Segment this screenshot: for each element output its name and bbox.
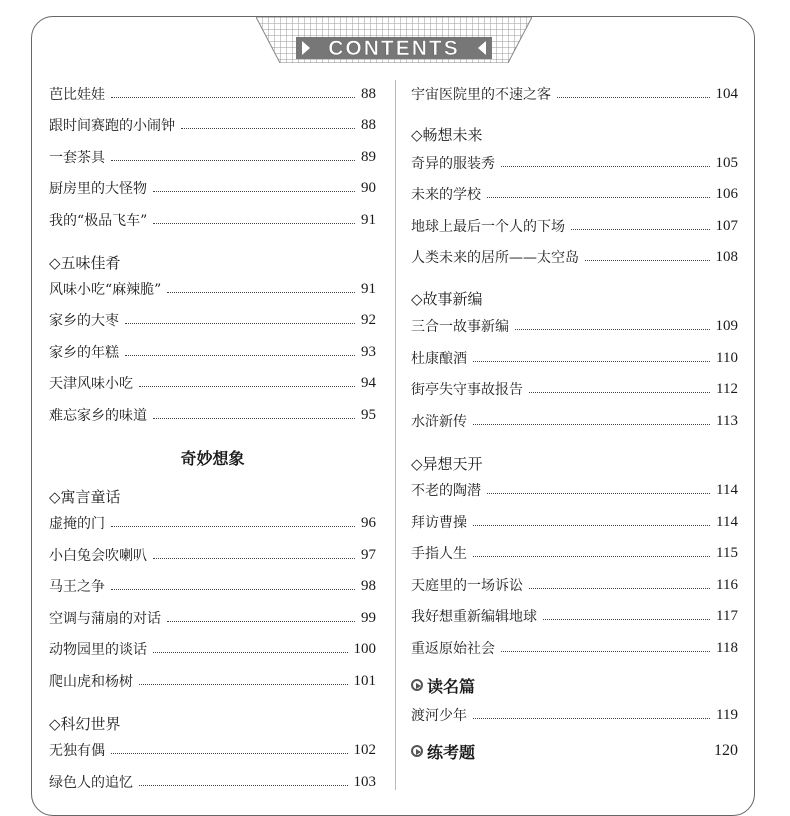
toc-entry-page: 91 (361, 280, 376, 297)
column-divider (395, 80, 396, 790)
toc-entry[interactable] (411, 605, 738, 627)
play-circle-icon (411, 745, 423, 757)
toc-entry-page: 113 (716, 412, 738, 429)
toc-entry-title: 宇宙医院里的不速之客 (411, 87, 551, 103)
toc-entry[interactable] (49, 146, 376, 168)
toc-entry-title: 芭比娃娃 (49, 87, 105, 103)
toc-entry[interactable] (49, 209, 376, 231)
toc-entry-page: 99 (361, 609, 376, 626)
leader-dots (473, 424, 710, 425)
toc-entry-page: 88 (361, 116, 376, 133)
toc-entry-title: 地球上最后一个人的下场 (411, 219, 565, 235)
leader-dots (167, 621, 355, 622)
toc-entry-page: 93 (361, 343, 376, 360)
toc-entry-page: 118 (716, 639, 738, 656)
toc-entry[interactable] (49, 341, 376, 363)
toc-entry-page: 88 (361, 85, 376, 102)
toc-entry-page: 104 (715, 85, 738, 102)
toc-entry-title: 水浒新传 (411, 414, 467, 430)
toc-entry[interactable] (411, 378, 738, 400)
toc-entry-title: 三合一故事新编 (411, 319, 509, 335)
toc-entry-page: 94 (361, 374, 376, 391)
leader-dots (515, 329, 710, 330)
toc-entry-page: 119 (716, 706, 738, 723)
leader-dots (125, 323, 355, 324)
toc-entry-page: 105 (715, 154, 738, 171)
toc-entry-page: 112 (716, 380, 738, 397)
toc-entry-title: 空调与蒲扇的对话 (49, 611, 161, 627)
toc-entry-title: 拜访曹操 (411, 515, 467, 531)
section-heading: ◇异想天开 (411, 454, 483, 473)
section-heading: ◇寓言童话 (49, 487, 121, 506)
toc-entry-title: 重返原始社会 (411, 641, 495, 657)
toc-entry-title: 风味小吃“麻辣脆” (49, 282, 162, 298)
toc-entry-page: 103 (353, 773, 376, 790)
part-heading-read (411, 672, 475, 698)
play-circle-icon (411, 679, 423, 691)
leader-dots (111, 753, 348, 754)
toc-entry[interactable] (49, 177, 376, 199)
toc-entry-page: 101 (353, 672, 376, 689)
leader-dots (585, 260, 710, 261)
contents-banner-text: CONTENTS (328, 37, 460, 60)
leader-dots (473, 361, 710, 362)
toc-entry[interactable] (411, 574, 738, 596)
leader-dots (153, 191, 355, 192)
part-heading-text: 读名篇 (427, 676, 476, 696)
toc-entry-page: 106 (715, 185, 738, 202)
toc-entry-page: 100 (353, 640, 376, 657)
toc-entry[interactable] (49, 83, 376, 105)
toc-entry-title: 手指人生 (411, 546, 467, 562)
toc-entry-title: 天庭里的一场诉讼 (411, 578, 523, 594)
toc-entry-title: 杜康酿酒 (411, 351, 467, 367)
section-heading: ◇畅想未来 (411, 125, 483, 144)
toc-entry-title: 奇异的服装秀 (411, 156, 495, 172)
toc-entry[interactable] (411, 542, 738, 564)
toc-entry[interactable] (411, 704, 738, 726)
toc-entry-page: 117 (716, 607, 738, 624)
toc-entry[interactable] (411, 347, 738, 369)
toc-entry-page: 102 (353, 741, 376, 758)
toc-entry-title: 厨房里的大怪物 (49, 181, 147, 197)
toc-entry[interactable] (49, 607, 376, 629)
leader-dots (153, 223, 355, 224)
leader-dots (181, 128, 355, 129)
leader-dots (111, 97, 355, 98)
toc-entry-title: 渡河少年 (411, 708, 467, 724)
toc-entry-title: 小白兔会吹喇叭 (49, 548, 147, 564)
toc-entry-title: 马王之争 (49, 579, 105, 595)
leader-dots (487, 493, 710, 494)
toc-entry[interactable] (49, 575, 376, 597)
toc-entry-page: 90 (361, 179, 376, 196)
toc-entry-page: 95 (361, 406, 376, 423)
leader-dots (543, 619, 710, 620)
leader-dots (139, 386, 355, 387)
leader-dots (487, 197, 710, 198)
leader-dots (111, 526, 355, 527)
leader-dots (557, 97, 710, 98)
leader-dots (473, 525, 710, 526)
toc-entry-title: 无独有偶 (49, 743, 105, 759)
toc-entry-title: 跟时间赛跑的小闹钟 (49, 118, 175, 134)
toc-entry-title: 一套茶具 (49, 150, 105, 166)
toc-entry-page: 98 (361, 577, 376, 594)
section-heading: ◇五味佳肴 (49, 253, 121, 272)
toc-entry[interactable] (411, 511, 738, 533)
leader-dots (139, 684, 348, 685)
leader-dots (153, 418, 355, 419)
leader-dots (111, 589, 355, 590)
toc-entry[interactable] (49, 670, 376, 692)
toc-entry[interactable] (411, 215, 738, 237)
toc-entry-title: 家乡的大枣 (49, 313, 119, 329)
toc-entry-page: 120 (714, 742, 738, 759)
toc-entry[interactable] (411, 183, 738, 205)
toc-entry-title: 我的“极品飞车” (49, 213, 148, 229)
toc-entry-page: 96 (361, 514, 376, 531)
toc-entry-page: 109 (715, 317, 738, 334)
toc-entry-title: 难忘家乡的味道 (49, 408, 147, 424)
toc-entry[interactable] (411, 637, 738, 659)
toc-entry-title: 不老的陶潜 (411, 483, 481, 499)
toc-entry-page: 114 (716, 513, 738, 530)
toc-entry[interactable] (411, 410, 738, 432)
leader-dots (501, 166, 710, 167)
toc-entry[interactable] (49, 309, 376, 331)
toc-entry-title: 天津风味小吃 (49, 376, 133, 392)
leader-dots (529, 392, 710, 393)
leader-dots (473, 556, 710, 557)
toc-entry-title: 动物园里的谈话 (49, 642, 147, 658)
leader-dots (167, 292, 355, 293)
toc-entry-page: 115 (716, 544, 738, 561)
leader-dots (111, 160, 355, 161)
toc-entry[interactable] (411, 315, 738, 337)
part-heading: 奇妙想象 (180, 448, 245, 468)
toc-entry-title: 爬山虎和杨树 (49, 674, 133, 690)
leader-dots (501, 651, 710, 652)
toc-entry-page: 116 (716, 576, 738, 593)
contents-banner (256, 17, 532, 63)
leader-dots (473, 718, 710, 719)
toc-entry-title: 街亭失守事故报告 (411, 382, 523, 398)
toc-entry[interactable] (411, 246, 738, 268)
toc-entry[interactable] (49, 544, 376, 566)
toc-entry-page: 92 (361, 311, 376, 328)
toc-entry-page: 110 (716, 349, 738, 366)
toc-entry-title: 我好想重新编辑地球 (411, 609, 537, 625)
toc-entry-page: 107 (715, 217, 738, 234)
toc-entry[interactable] (411, 83, 738, 105)
toc-entry-page: 91 (361, 211, 376, 228)
toc-entry-title: 未来的学校 (411, 187, 481, 203)
toc-entry[interactable] (49, 372, 376, 394)
toc-entry[interactable] (49, 739, 376, 761)
toc-entry-page: 89 (361, 148, 376, 165)
toc-entry-title: 虚掩的门 (49, 516, 105, 532)
toc-entry-title: 家乡的年糕 (49, 345, 119, 361)
toc-entry[interactable] (49, 512, 376, 534)
toc-entry-title: 人类未来的居所——太空岛 (411, 250, 579, 266)
leader-dots (571, 229, 710, 230)
toc-entry-page: 97 (361, 546, 376, 563)
toc-entry[interactable] (49, 114, 376, 136)
toc-entry[interactable] (49, 404, 376, 426)
part-heading-exam[interactable] (411, 738, 738, 764)
toc-entry[interactable] (411, 152, 738, 174)
leader-dots (125, 355, 355, 356)
leader-dots (139, 785, 348, 786)
leader-dots (529, 588, 710, 589)
toc-entry-title: 绿色人的追忆 (49, 775, 133, 791)
toc-entry[interactable] (411, 479, 738, 501)
section-heading: ◇科幻世界 (49, 714, 121, 733)
section-heading: ◇故事新编 (411, 289, 483, 308)
toc-entry[interactable] (49, 638, 376, 660)
toc-entry-page: 108 (715, 248, 738, 265)
leader-dots (153, 558, 355, 559)
toc-entry[interactable] (49, 278, 376, 300)
leader-dots (153, 652, 348, 653)
part-heading-text: 练考题 (427, 742, 476, 762)
toc-entry-page: 114 (716, 481, 738, 498)
